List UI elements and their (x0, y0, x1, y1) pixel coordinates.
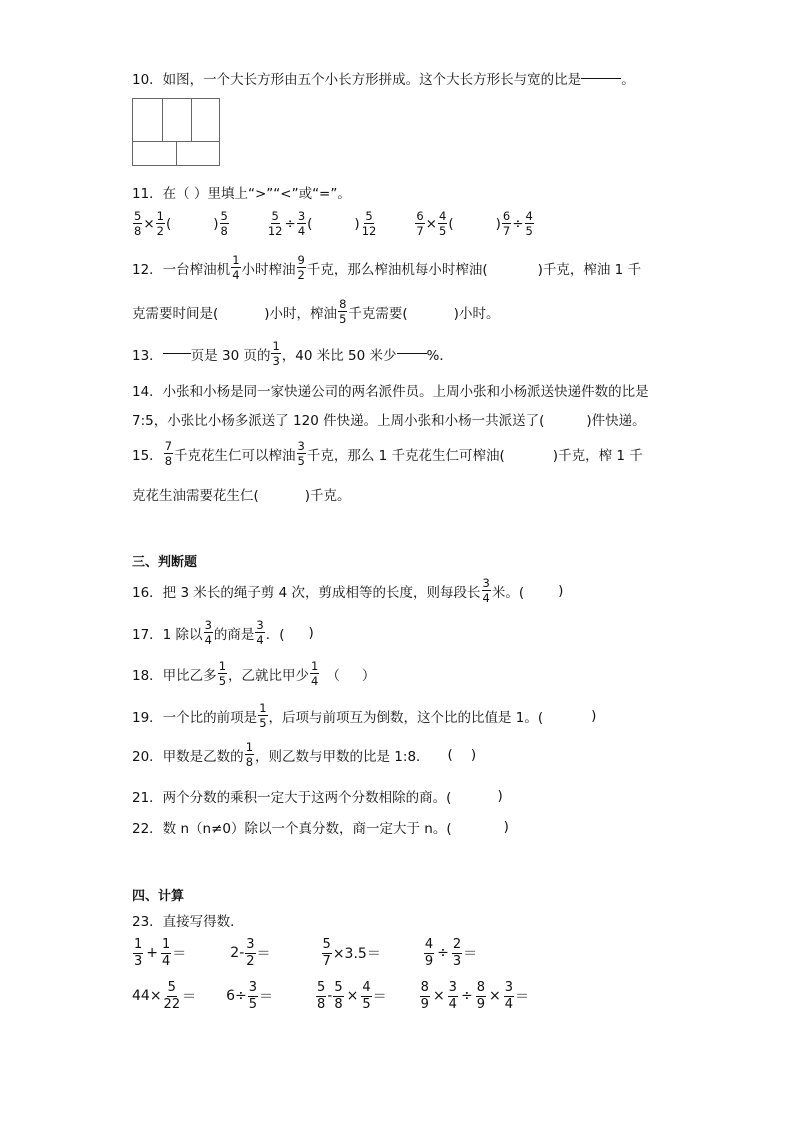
answer-blank[interactable] (581, 78, 621, 79)
question-15: 15． $\frac{7}{8}$ 千克花生仁可以榨油 $\frac{3}{5}$ 千克，那么 1 千克花生仁可榨油( )千克，榨 1 千 (132, 439, 643, 469)
fraction: $\frac{1}{2}$ (156, 209, 164, 239)
section-heading: 三、判断题 (132, 555, 198, 570)
fraction: $\frac{1}{5}$ (259, 701, 267, 731)
fraction: $\frac{3}{4}$ (204, 618, 212, 648)
fraction: $\frac{1}{3}$ (134, 937, 143, 969)
fraction: $\frac{5}{12}$ (361, 209, 377, 239)
fraction: $\frac{4}{5}$ (362, 980, 371, 1012)
fraction: $\frac{1}{4}$ (162, 937, 171, 969)
q11-text: 11．在（ ）里填上“>”“<”或“=”。 (132, 186, 351, 202)
fraction: $\frac{4}{5}$ (438, 209, 447, 239)
question-18: 18．甲比乙多 $\frac{1}{5}$ ，乙就比甲少 $\frac{1}{4}$ （ ） (132, 659, 376, 689)
fraction: $\frac{6}{7}$ (416, 209, 424, 239)
small-rectangle (176, 141, 220, 166)
answer-blank[interactable] (397, 353, 427, 354)
question-21: 21．两个分数的乘积一定大于这两个分数相除的商。( ) (132, 788, 503, 806)
question-17: 17．1 除以 $\frac{3}{4}$ 的商是 $\frac{3}{4}$ ．( ) (132, 618, 314, 648)
question-15-cont: 克花生油需要花生仁( )千克。 (132, 488, 351, 504)
fraction: $\frac{3}{2}$ (246, 937, 255, 969)
q10-text: 10．如图，一个大长方形由五个小长方形拼成。这个大长方形长与宽的比是 (132, 72, 582, 88)
answer-blank[interactable] (163, 353, 191, 354)
question-14-cont: 7:5，小张比小杨多派送了 120 件快递。上周小张和小杨一共派送了( )件快递。 (132, 413, 646, 429)
question-14: 14．小张和小杨是同一家快递公司的两名派件员。上周小张和小杨派送快递件数的比是 (132, 384, 649, 400)
small-rectangle (132, 141, 177, 166)
q23-row-2: 44× $\frac{5}{22}$ ＝ 6÷ $\frac{3}{5}$ ＝ $\frac{5}{8}$ - $\frac{5}{8}$ × $\frac{4}{5}$ ＝ $\frac{8}{9}$ × $\frac{3}{4}$ ÷ $\frac{8}{9}$ × $\frac{3}{4}$ ＝ (132, 980, 529, 1012)
fraction: $\frac{3}{4}$ (297, 209, 306, 239)
question-16: 16．把 3 米长的绳子剪 4 次，剪成相等的长度，则每段长 $\frac{3}{4}$ 米。( ) (132, 576, 564, 606)
question-23: 23．直接写得数． (132, 914, 244, 930)
fraction: $\frac{5}{12}$ (267, 209, 283, 239)
q11-comparisons: $\frac{5}{8}$ × $\frac{1}{2}$ ( ) $\frac{5}{8}$ $\frac{5}{12}$ ÷ $\frac{3}{4}$ ( ) $\frac{5}{12}$ $\frac{6}{7}$ × $\frac{4}{5}$ ( ) $\frac{6}{7}$ ÷ $\frac{4}{5}$ (134, 209, 533, 239)
small-rectangle (132, 98, 163, 142)
question-11 (132, 182, 351, 202)
fraction: $\frac{2}{3}$ (452, 937, 462, 969)
fraction: $\frac{3}{4}$ (482, 576, 490, 606)
rectangle-diagram (132, 98, 220, 166)
fraction: $\frac{5}{7}$ (322, 937, 331, 969)
fraction: $\frac{5}{8}$ (334, 980, 343, 1012)
fraction: $\frac{4}{5}$ (525, 209, 533, 239)
question-20: 20．甲数是乙数的 $\frac{1}{8}$ ，则乙数与甲数的比是 1:8． ( ) (132, 740, 477, 770)
question-19: 19．一个比的前项是 $\frac{1}{5}$ ，后项与前项互为倒数，这个比的比值是 1。( ) (132, 701, 597, 731)
question-22: 22．数 n（n≠0）除以一个真分数，商一定大于 n。( ) (132, 819, 509, 837)
fraction: $\frac{5}{8}$ (134, 209, 142, 239)
fraction: $\frac{3}{4}$ (504, 980, 513, 1012)
fraction: $\frac{1}{4}$ (232, 253, 240, 283)
fraction: $\frac{3}{5}$ (297, 439, 305, 469)
fraction: $\frac{1}{8}$ (245, 740, 254, 770)
fraction: $\frac{5}{8}$ (220, 209, 228, 239)
fraction: $\frac{6}{7}$ (502, 209, 511, 239)
fraction: $\frac{1}{4}$ (311, 659, 319, 689)
fraction: $\frac{1}{3}$ (272, 339, 280, 369)
fraction: $\frac{8}{9}$ (476, 980, 485, 1012)
fraction: $\frac{1}{5}$ (218, 659, 227, 689)
fraction: $\frac{8}{9}$ (420, 980, 429, 1012)
fraction: $\frac{5}{8}$ (317, 980, 326, 1012)
question-12: 12．一台榨油机 $\frac{1}{4}$ 小时榨油 $\frac{9}{2}$ 千克，那么榨油机每小时榨油( )千克，榨油 1 千 (132, 253, 642, 283)
small-rectangle (162, 98, 192, 142)
fraction: $\frac{5}{22}$ (163, 980, 181, 1012)
fraction: $\frac{7}{8}$ (164, 439, 173, 469)
question-13: 13． 页是 30 页的 $\frac{1}{3}$ ，40 米比 50 米少 %． (132, 339, 453, 369)
fraction: $\frac{3}{4}$ (448, 980, 457, 1012)
fraction: $\frac{8}{5}$ (339, 297, 347, 327)
fraction: $\frac{3}{4}$ (256, 618, 264, 648)
question-10: 10．如图，一个大长方形由五个小长方形拼成。这个大长方形长与宽的比是 。 (132, 68, 635, 88)
fraction: $\frac{9}{2}$ (297, 253, 305, 283)
fraction: $\frac{3}{5}$ (248, 980, 258, 1012)
q23-row-1: $\frac{1}{3}$ + $\frac{1}{4}$ ＝ 2- $\frac{3}{2}$ ＝ $\frac{5}{7}$ ×3.5＝ $\frac{4}{9}$ ÷ $\frac{2}{3}$ ＝ (134, 937, 478, 969)
question-12-cont: 克需要时间是( )小时，榨油 $\frac{8}{5}$ 千克需要( )小时。 (132, 297, 500, 327)
small-rectangle (191, 98, 220, 142)
fraction: $\frac{4}{9}$ (424, 937, 434, 969)
section-heading: 四、计算 (132, 889, 185, 904)
